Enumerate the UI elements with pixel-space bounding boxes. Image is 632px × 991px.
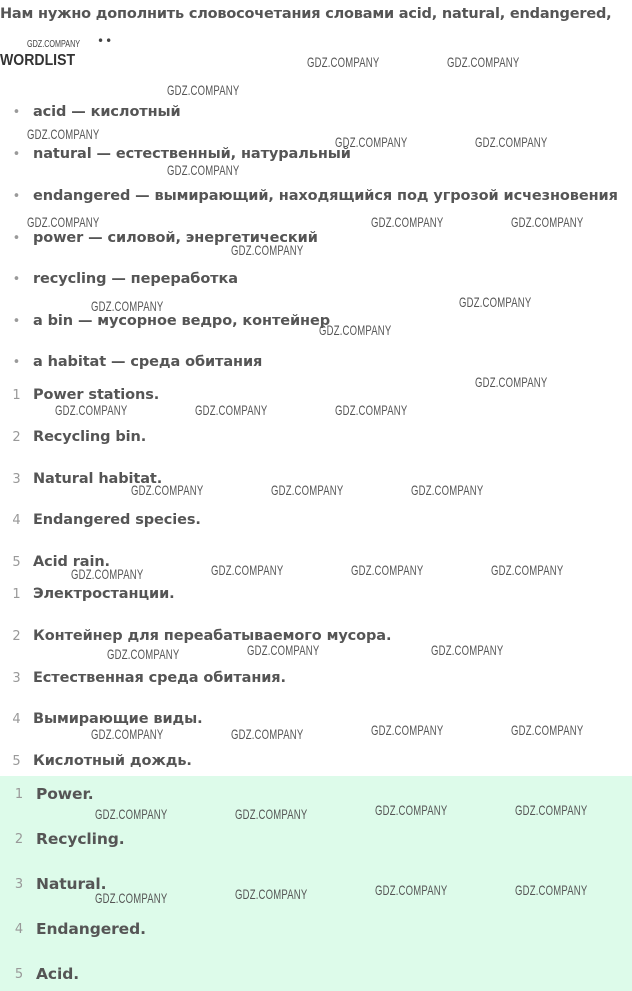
translation-text: Вымирающие виды. xyxy=(33,711,203,727)
watermark: GDZ.COMPANY xyxy=(351,562,424,578)
phrase-item xyxy=(0,508,632,532)
translation-text: Электростанции. xyxy=(33,586,175,602)
watermark: GDZ.COMPANY xyxy=(375,802,448,818)
list-number: 3 xyxy=(12,471,21,487)
watermark: GDZ.COMPANY xyxy=(411,482,484,498)
answers-panel xyxy=(0,776,632,991)
phrase-text: Natural habitat. xyxy=(33,471,163,487)
watermark: GDZ.COMPANY xyxy=(319,322,392,338)
watermark: GDZ.COMPANY xyxy=(247,642,320,658)
list-number: 2 xyxy=(12,429,21,445)
watermark: GDZ.COMPANY xyxy=(95,890,168,906)
list-number: 1 xyxy=(14,786,24,802)
watermark: GDZ.COMPANY xyxy=(515,802,588,818)
phrase-item xyxy=(0,550,632,574)
translation-text: Кислотный дождь. xyxy=(33,753,192,769)
list-number: 5 xyxy=(14,966,24,982)
bullet-icon: • xyxy=(12,146,21,162)
watermark: GDZ.COMPANY xyxy=(131,482,204,498)
list-number: 5 xyxy=(12,554,21,570)
wordlist-item xyxy=(0,267,632,291)
watermark: GDZ.COMPANY xyxy=(235,886,308,902)
answer-text: Recycling. xyxy=(36,830,125,848)
bullet-icon: • xyxy=(12,104,21,120)
bullet-icon: • xyxy=(12,313,21,329)
bullet-icon: • xyxy=(12,271,21,287)
list-number: 4 xyxy=(12,711,21,727)
list-number: 1 xyxy=(12,586,21,602)
wordlist-item xyxy=(0,142,632,166)
watermark: GDZ.COMPANY xyxy=(55,402,128,418)
watermark: GDZ.COMPANY xyxy=(71,566,144,582)
bullet-icon: • xyxy=(12,230,21,246)
watermark: GDZ.COMPANY xyxy=(27,214,100,230)
dots-icon: •• xyxy=(97,34,114,48)
watermark: GDZ.COMPANY xyxy=(195,402,268,418)
list-number: 2 xyxy=(14,831,24,847)
answer-item xyxy=(0,872,632,896)
phrase-text: Power stations. xyxy=(33,387,160,403)
watermark: GDZ.COMPANY xyxy=(271,482,344,498)
watermark: GDZ.COMPANY xyxy=(335,134,408,150)
watermark: GDZ.COMPANY xyxy=(511,722,584,738)
answer-item xyxy=(0,962,632,986)
watermark: GDZ.COMPANY xyxy=(335,402,408,418)
watermark: GDZ.COMPANY xyxy=(371,722,444,738)
watermark: GDZ.COMPANY xyxy=(95,806,168,822)
watermark: GDZ.COMPANY xyxy=(491,562,564,578)
wordlist-item-text: endangered — вымирающий, находящийся под угрозой исчезновения xyxy=(33,188,618,204)
watermark: GDZ.COMPANY xyxy=(231,726,304,742)
wordlist-item xyxy=(0,184,632,208)
watermark: GDZ.COMPANY xyxy=(375,882,448,898)
phrase-text: Endangered species. xyxy=(33,512,201,528)
wordlist-item xyxy=(0,309,632,333)
watermark: GDZ.COMPANY xyxy=(371,214,444,230)
bullet-icon: • xyxy=(12,188,21,204)
list-number: 3 xyxy=(14,876,24,892)
phrase-text: Recycling bin. xyxy=(33,429,147,445)
answer-item xyxy=(0,917,632,941)
answer-text: Power. xyxy=(36,785,94,803)
watermark: GDZ.COMPANY xyxy=(167,162,240,178)
wordlist-item-text: acid — кислотный xyxy=(33,104,181,120)
phrase-item xyxy=(0,383,632,407)
list-number: 4 xyxy=(14,921,24,937)
translation-text: Контейнер для переабатываемого мусора. xyxy=(33,628,392,644)
watermark: GDZ.COMPANY xyxy=(91,726,164,742)
translation-item xyxy=(0,749,632,773)
answer-item xyxy=(0,827,632,851)
watermark: GDZ.COMPANY xyxy=(475,374,548,390)
translation-item xyxy=(0,666,632,690)
answer-text: Endangered. xyxy=(36,920,146,938)
wordlist-item-text: a habitat — среда обитания xyxy=(33,354,263,370)
answer-text: Acid. xyxy=(36,965,79,983)
watermark: GDZ.COMPANY xyxy=(459,294,532,310)
phrase-text: Acid rain. xyxy=(33,554,110,570)
intro-text: Нам нужно дополнить словосочетания словами acid, natural, endangered, xyxy=(0,6,612,22)
watermark: GDZ.COMPANY xyxy=(447,54,520,70)
list-number: 5 xyxy=(12,753,21,769)
watermark: GDZ.COMPANY xyxy=(515,882,588,898)
wordlist-item-text: natural — естественный, натуральный xyxy=(33,146,351,162)
watermark: GDZ.COMPANY xyxy=(91,298,164,314)
list-number: 3 xyxy=(12,670,21,686)
wordlist-item xyxy=(0,100,632,124)
wordlist-item-text: a bin — мусорное ведро, контейнер xyxy=(33,313,330,329)
translation-item xyxy=(0,582,632,606)
list-number: 4 xyxy=(12,512,21,528)
watermark: GDZ.COMPANY xyxy=(107,646,180,662)
wordlist-item-text: recycling — переработка xyxy=(33,271,238,287)
translation-text: Естественная среда обитания. xyxy=(33,670,286,686)
phrase-item xyxy=(0,467,632,491)
answer-item xyxy=(0,782,632,806)
watermark: GDZ.COMPANY xyxy=(475,134,548,150)
watermark: GDZ.COMPANY xyxy=(27,126,100,142)
watermark: GDZ.COMPANY xyxy=(307,54,380,70)
watermark: GDZ.COMPANY xyxy=(511,214,584,230)
watermark: GDZ.COMPANY xyxy=(431,642,504,658)
wordlist-heading: WORDLIST xyxy=(0,52,76,69)
watermark: GDZ.COMPANY xyxy=(231,242,304,258)
watermark: GDZ.COMPANY xyxy=(235,806,308,822)
phrase-item xyxy=(0,425,632,449)
answer-text: Natural. xyxy=(36,875,107,893)
wordlist-item xyxy=(0,226,632,250)
watermark: GDZ.COMPANY xyxy=(167,82,240,98)
list-number: 2 xyxy=(12,628,21,644)
wordlist-item xyxy=(0,350,632,374)
wordlist-item-text: power — силовой, энергетический xyxy=(33,230,318,246)
site-logo-text: GDZ.COMPANY xyxy=(27,39,81,50)
watermark: GDZ.COMPANY xyxy=(211,562,284,578)
translation-item xyxy=(0,707,632,731)
bullet-icon: • xyxy=(12,354,21,370)
list-number: 1 xyxy=(12,387,21,403)
translation-item xyxy=(0,624,632,648)
